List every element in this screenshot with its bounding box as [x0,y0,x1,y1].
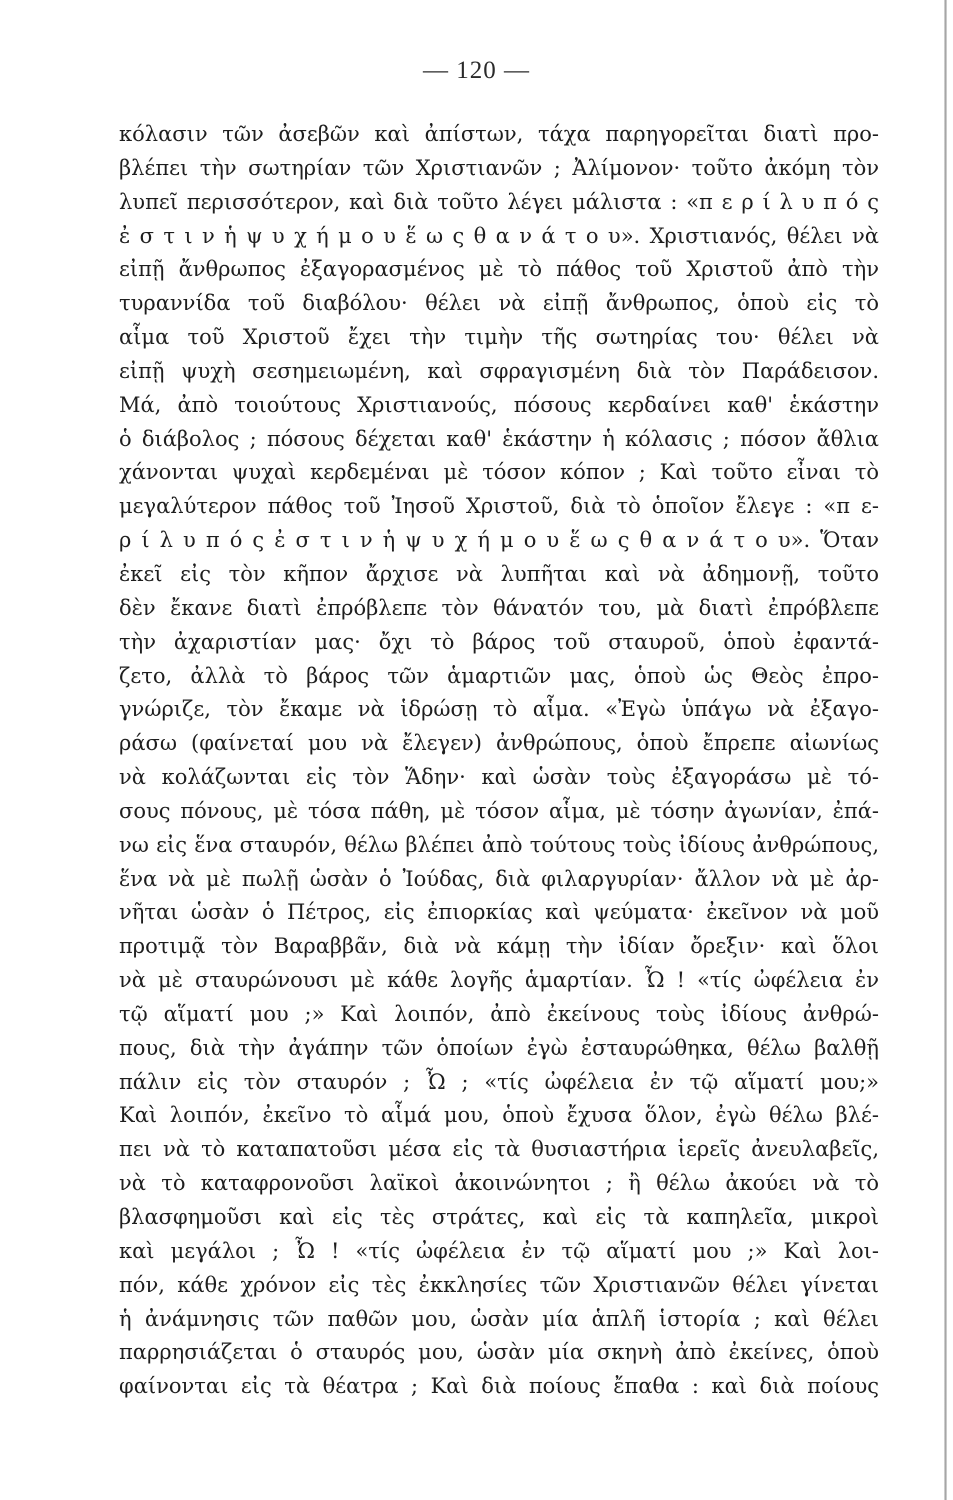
text-line: νῆται ὡσὰν ὁ Πέτρος, εἰς ἐπιορκίας καὶ ψεύματα· ἐκεῖνον νὰ μοῦ [119,900,879,925]
text-line: νὰ κολάζωνται εἰς τὸν Ἅδην· καὶ ὡσὰν τοὺς ἐξαγοράσω μὲ τό- [119,765,879,790]
text-line: πους, διὰ τὴν ἀγάπην τῶν ὁποίων ἐγὼ ἐσταυρώθηκα, θέλω βαλθῇ [119,1035,879,1060]
text-line: πάλιν εἰς τὸν σταυρόν ; Ὦ ; «τίς ὠφέλεια ἐν τῷ αἵματί μου;» [119,1069,879,1094]
text-line: Καὶ λοιπόν, ἐκεῖνο τὸ αἷμά μου, ὁποὺ ἔχυσα ὅλον, ἐγὼ θέλω βλέ- [119,1103,879,1128]
text-line: μεγαλύτερον πάθος τοῦ Ἰησοῦ Χριστοῦ, διὰ τὸ ὁποῖον ἔλεγε : «π ε- [119,494,879,519]
text-line: ἕνα νὰ μὲ πωλῇ ὡσὰν ὁ Ἰούδας, διὰ φιλαργυρίαν· ἄλλον νὰ μὲ ἀρ- [119,866,879,891]
text-line: καὶ μεγάλοι ; Ὦ ! «τίς ὠφέλεια ἐν τῷ αἵματί μου ;» Καὶ λοι- [119,1238,879,1263]
text-line: νω εἰς ἕνα σταυρόν, θέλω βλέπει ἀπὸ τούτους τοὺς ἰδίους ἀνθρώπους, [119,832,879,857]
text-line: νὰ μὲ σταυρώνουσι μὲ κάθε λογῆς ἁμαρτίαν. Ὦ ! «τίς ὠφέλεια ἐν [119,968,879,993]
text-line: λυπεῖ περισσότερον, καὶ διὰ τοῦτο λέγει μάλιστα : «π ε ρ ί λ υ π ό ς [119,189,879,214]
text-line: τυραννίδα τοῦ διαβόλου· θέλει νὰ εἰπῇ ἄνθρωπος, ὁποὺ εἰς τὸ [119,291,879,316]
text-line: ἐ σ τ ι ν ἡ ψ υ χ ή μ ο υ ἕ ω ς θ α ν ά τ ο υ». Χριστιανός, θέλει νὰ [119,223,879,248]
text-line: βλασφημοῦσι καὶ εἰς τὲς στράτες, καὶ εἰς τὰ καπηλεῖα, μικροὶ [119,1205,879,1229]
body-text [119,118,879,1404]
text-line: ζετο, ἀλλὰ τὸ βάρος τῶν ἁμαρτιῶν μας, ὁποὺ ὡς Θεὸς ἐπρο- [119,663,879,688]
text-line: εἰπῇ ψυχὴ σεσημειωμένη, καὶ σφραγισμένη διὰ τὸν Παράδεισον. [119,358,879,383]
text-line: ἡ ἀνάμνησις τῶν παθῶν μου, ὡσὰν μία ἁπλῆ ἱστορία ; καὶ θέλει [119,1306,879,1331]
text-line: τὴν ἀχαριστίαν μας· ὄχι τὸ βάρος τοῦ σταυροῦ, ὁποὺ ἐφαντά- [119,629,879,654]
text-line: ρ ί λ υ π ό ς ἐ σ τ ι ν ἡ ψ υ χ ή μ ο υ ἕ ω ς θ α ν ά τ ο υ». Ὅταν [119,528,879,553]
text-line: σους πόνους, μὲ τόσα πάθη, μὲ τόσον αἷμα, μὲ τόσην ἀγωνίαν, ἐπά- [119,798,879,823]
text-line: κόλασιν τῶν ἀσεβῶν καὶ ἀπίστων, τάχα παρηγορεῖται διατὶ προ- [119,122,879,146]
text-line: Μά, ἀπὸ τοιούτους Χριστιανούς, πόσους κερδαίνει καθ' ἑκάστην [119,392,879,417]
text-line: γνώριζε, τὸν ἔκαμε νὰ ἱδρώσῃ τὸ αἷμα. «Ἐγὼ ὑπάγω νὰ ἐξαγο- [119,697,879,722]
page-number: — 120 — [423,57,530,84]
text-line: ράσω (φαίνεταί μου νὰ ἔλεγεν) ἀνθρώπους, ὁποὺ ἔπρεπε αἰωνίως [119,731,879,756]
text-line: βλέπει τὴν σωτηρίαν τῶν Χριστιανῶν ; Ἀλίμονον· τοῦτο ἀκόμη τὸν [119,155,879,180]
text-line: νὰ τὸ καταφρονοῦσι λαϊκοὶ ἀκοινώνητοι ; ἢ θέλω ἀκούει νὰ τὸ [119,1171,879,1196]
text-line: πει νὰ τὸ καταπατοῦσι μέσα εἰς τὰ θυσιαστήρια ἱερεῖς ἀνευλαβεῖς, [119,1137,879,1162]
text-line: πόν, κάθε χρόνον εἰς τὲς ἐκκλησίες τῶν Χριστιανῶν θέλει γίνεται [119,1272,879,1297]
text-line: προτιμᾷ τὸν Βαραββᾶν, διὰ νὰ κάμῃ τὴν ἰδίαν ὄρεξιν· καὶ ὅλοι [119,934,879,959]
text-line: ὁ διάβολος ; πόσους δέχεται καθ' ἑκάστην ἡ κόλασις ; πόσον ἄθλια [119,426,879,451]
text-line: αἷμα τοῦ Χριστοῦ ἔχει τὴν τιμὴν τῆς σωτηρίας του· θέλει νὰ [119,325,879,350]
text-line: ἐκεῖ εἰς τὸν κῆπον ἄρχισε νὰ λυπῆται καὶ νὰ ἀδημονῇ, τοῦτο [119,561,879,586]
text-line: χάνονται ψυχαὶ κερδεμέναι μὲ τόσον κόπον ; Καὶ τοῦτο εἶναι τὸ [119,460,879,485]
text-line: δὲν ἔκανε διατὶ ἐπρόβλεπε τὸν θάνατόν του, μὰ διατὶ ἐπρόβλεπε [119,595,879,620]
page-edge-shadow [944,0,947,1500]
text-line: παρρησιάζεται ὁ σταυρός μου, ὡσὰν μία σκηνὴ ἀπὸ ἐκείνες, ὁποὺ [119,1340,879,1365]
text-line: εἰπῇ ἄνθρωπος ἐξαγορασμένος μὲ τὸ πάθος τοῦ Χριστοῦ ἀπὸ τὴν [119,257,879,282]
text-line: τῷ αἵματί μου ;» Καὶ λοιπόν, ἀπὸ ἐκείνους τοὺς ἰδίους ἀνθρώ- [119,1001,879,1026]
text-line: φαίνονται εἰς τὰ θέατρα ; Καὶ διὰ ποίους ἔπαθα : καὶ διὰ ποίους [119,1374,879,1399]
